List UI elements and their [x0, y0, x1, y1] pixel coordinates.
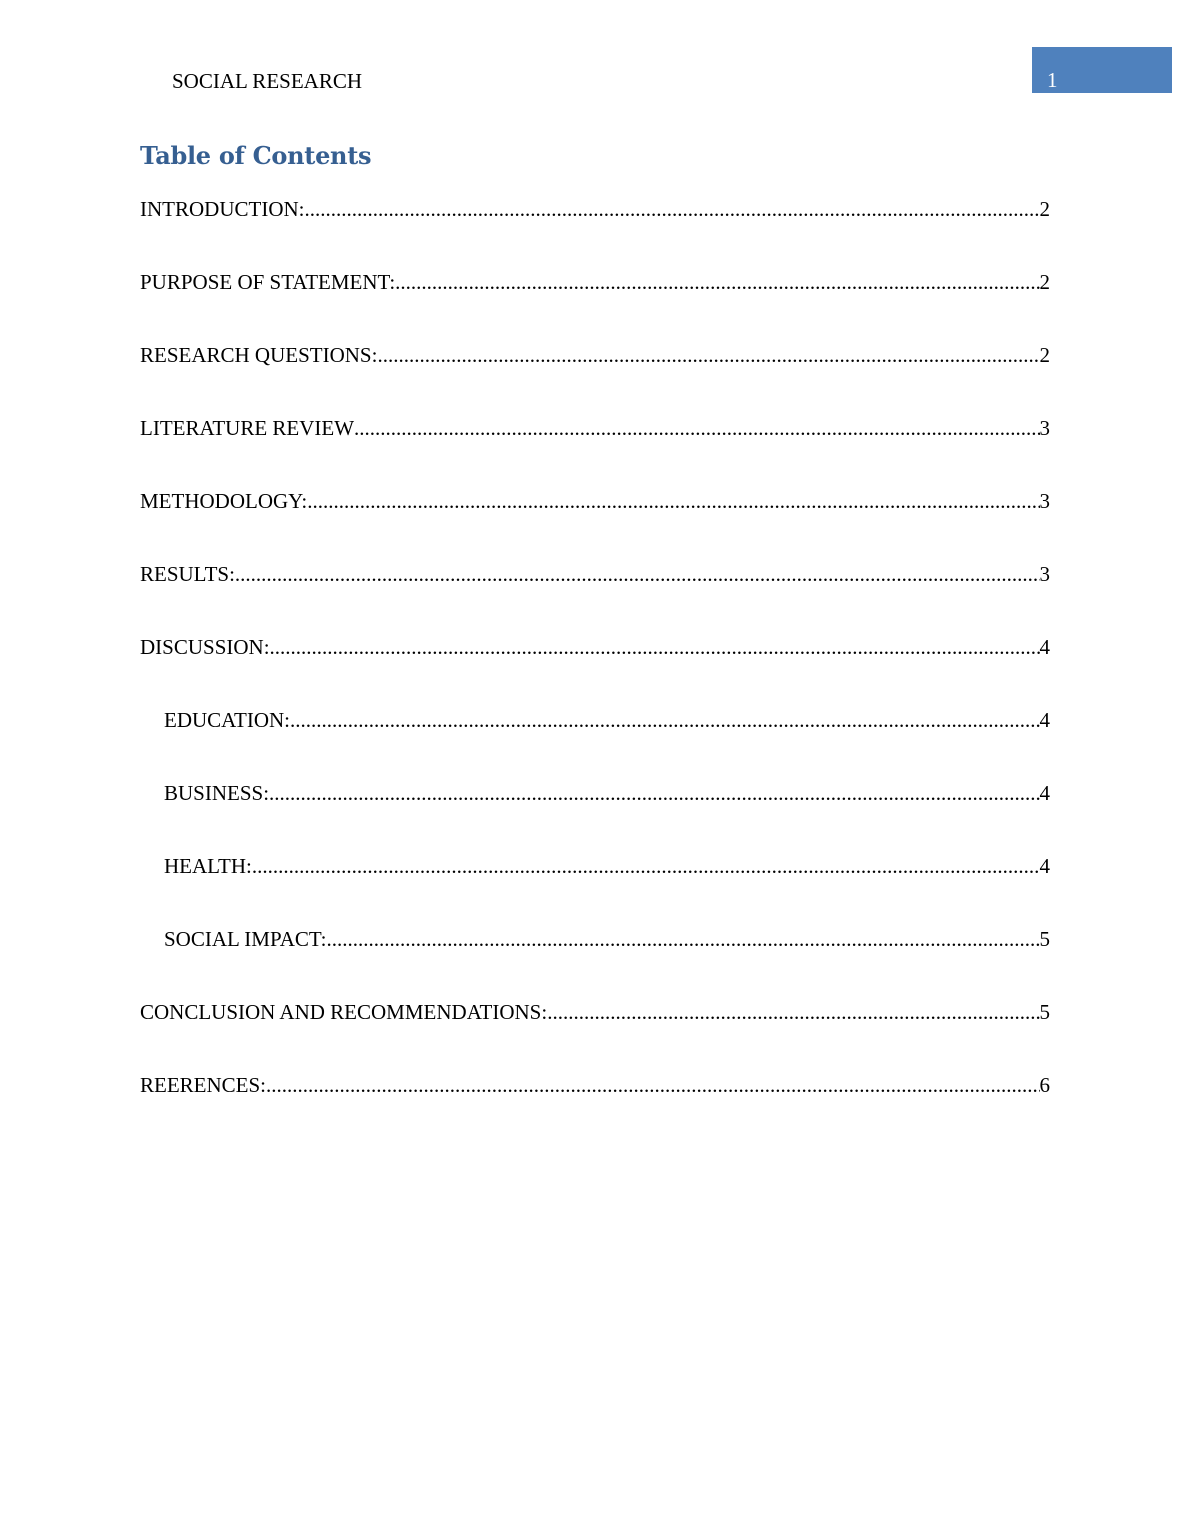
toc-entry-page: 4 — [1039, 854, 1050, 878]
toc-dot-leader — [304, 196, 1039, 222]
toc-entry-label: DISCUSSION: — [140, 635, 270, 659]
toc-entry-label: INTRODUCTION: — [140, 197, 305, 221]
toc-dot-leader — [307, 488, 1039, 514]
toc-entry-page: 2 — [1039, 197, 1050, 221]
toc-entry-methodology[interactable] — [140, 488, 1050, 561]
toc-entry-page: 3 — [1039, 562, 1050, 586]
toc-dot-leader — [266, 1072, 1039, 1098]
toc-entry-page: 4 — [1039, 781, 1050, 805]
toc-entry-label: BUSINESS: — [164, 781, 270, 805]
toc-entry-research-questions[interactable] — [140, 342, 1050, 415]
toc-dot-leader — [290, 707, 1040, 733]
toc-dot-leader — [235, 561, 1040, 587]
toc-dot-leader — [395, 269, 1039, 295]
toc-heading: Table of Contents — [140, 141, 372, 170]
toc-entry-social-impact[interactable] — [140, 926, 1050, 999]
toc-dot-leader — [377, 342, 1039, 368]
toc-entry-discussion[interactable] — [140, 634, 1050, 707]
toc-dot-leader — [252, 853, 1040, 879]
toc-entry-page: 6 — [1039, 1073, 1050, 1097]
toc-entry-page: 3 — [1039, 416, 1050, 440]
page-number-badge — [1032, 47, 1172, 93]
toc-entry-purpose-of-statement[interactable] — [140, 269, 1050, 342]
toc-entry-page: 2 — [1039, 270, 1050, 294]
toc-entry-education[interactable] — [140, 707, 1050, 780]
toc-entry-business[interactable] — [140, 780, 1050, 853]
toc-entry-page: 2 — [1039, 343, 1050, 367]
toc-entry-page: 4 — [1039, 708, 1050, 732]
toc-dot-leader — [327, 926, 1040, 952]
toc-entry-label: PURPOSE OF STATEMENT: — [140, 270, 396, 294]
toc-entry-label: EDUCATION: — [164, 708, 290, 732]
toc-entry-label: CONCLUSION AND RECOMMENDATIONS: — [140, 1000, 548, 1024]
toc-dot-leader — [269, 780, 1039, 806]
toc-entry-label: RESULTS: — [140, 562, 235, 586]
toc-entry-label: METHODOLOGY: — [140, 489, 308, 513]
page-number: 1 — [1047, 68, 1058, 92]
toc-entry-health[interactable] — [140, 853, 1050, 926]
toc-entry-label: REERENCES: — [140, 1073, 267, 1097]
toc-entry-literature-review[interactable] — [140, 415, 1050, 488]
toc-entry-label: HEALTH: — [164, 854, 252, 878]
toc-dot-leader — [547, 999, 1039, 1025]
toc-dot-leader — [270, 634, 1040, 660]
toc-entry-page: 3 — [1039, 489, 1050, 513]
toc-entry-references[interactable] — [140, 1072, 1050, 1145]
toc-entry-label: RESEARCH QUESTIONS: — [140, 343, 378, 367]
toc-list — [140, 196, 1050, 1145]
toc-entry-page: 4 — [1039, 635, 1050, 659]
toc-entry-introduction[interactable] — [140, 196, 1050, 269]
toc-entry-conclusion-and-recommendations[interactable] — [140, 999, 1050, 1072]
toc-entry-label: SOCIAL IMPACT: — [164, 927, 327, 951]
toc-entry-results[interactable] — [140, 561, 1050, 634]
running-header-title: SOCIAL RESEARCH — [172, 69, 362, 93]
toc-entry-page: 5 — [1039, 927, 1050, 951]
toc-entry-page: 5 — [1039, 1000, 1050, 1024]
toc-dot-leader — [354, 415, 1039, 441]
toc-entry-label: LITERATURE REVIEW — [140, 416, 355, 440]
